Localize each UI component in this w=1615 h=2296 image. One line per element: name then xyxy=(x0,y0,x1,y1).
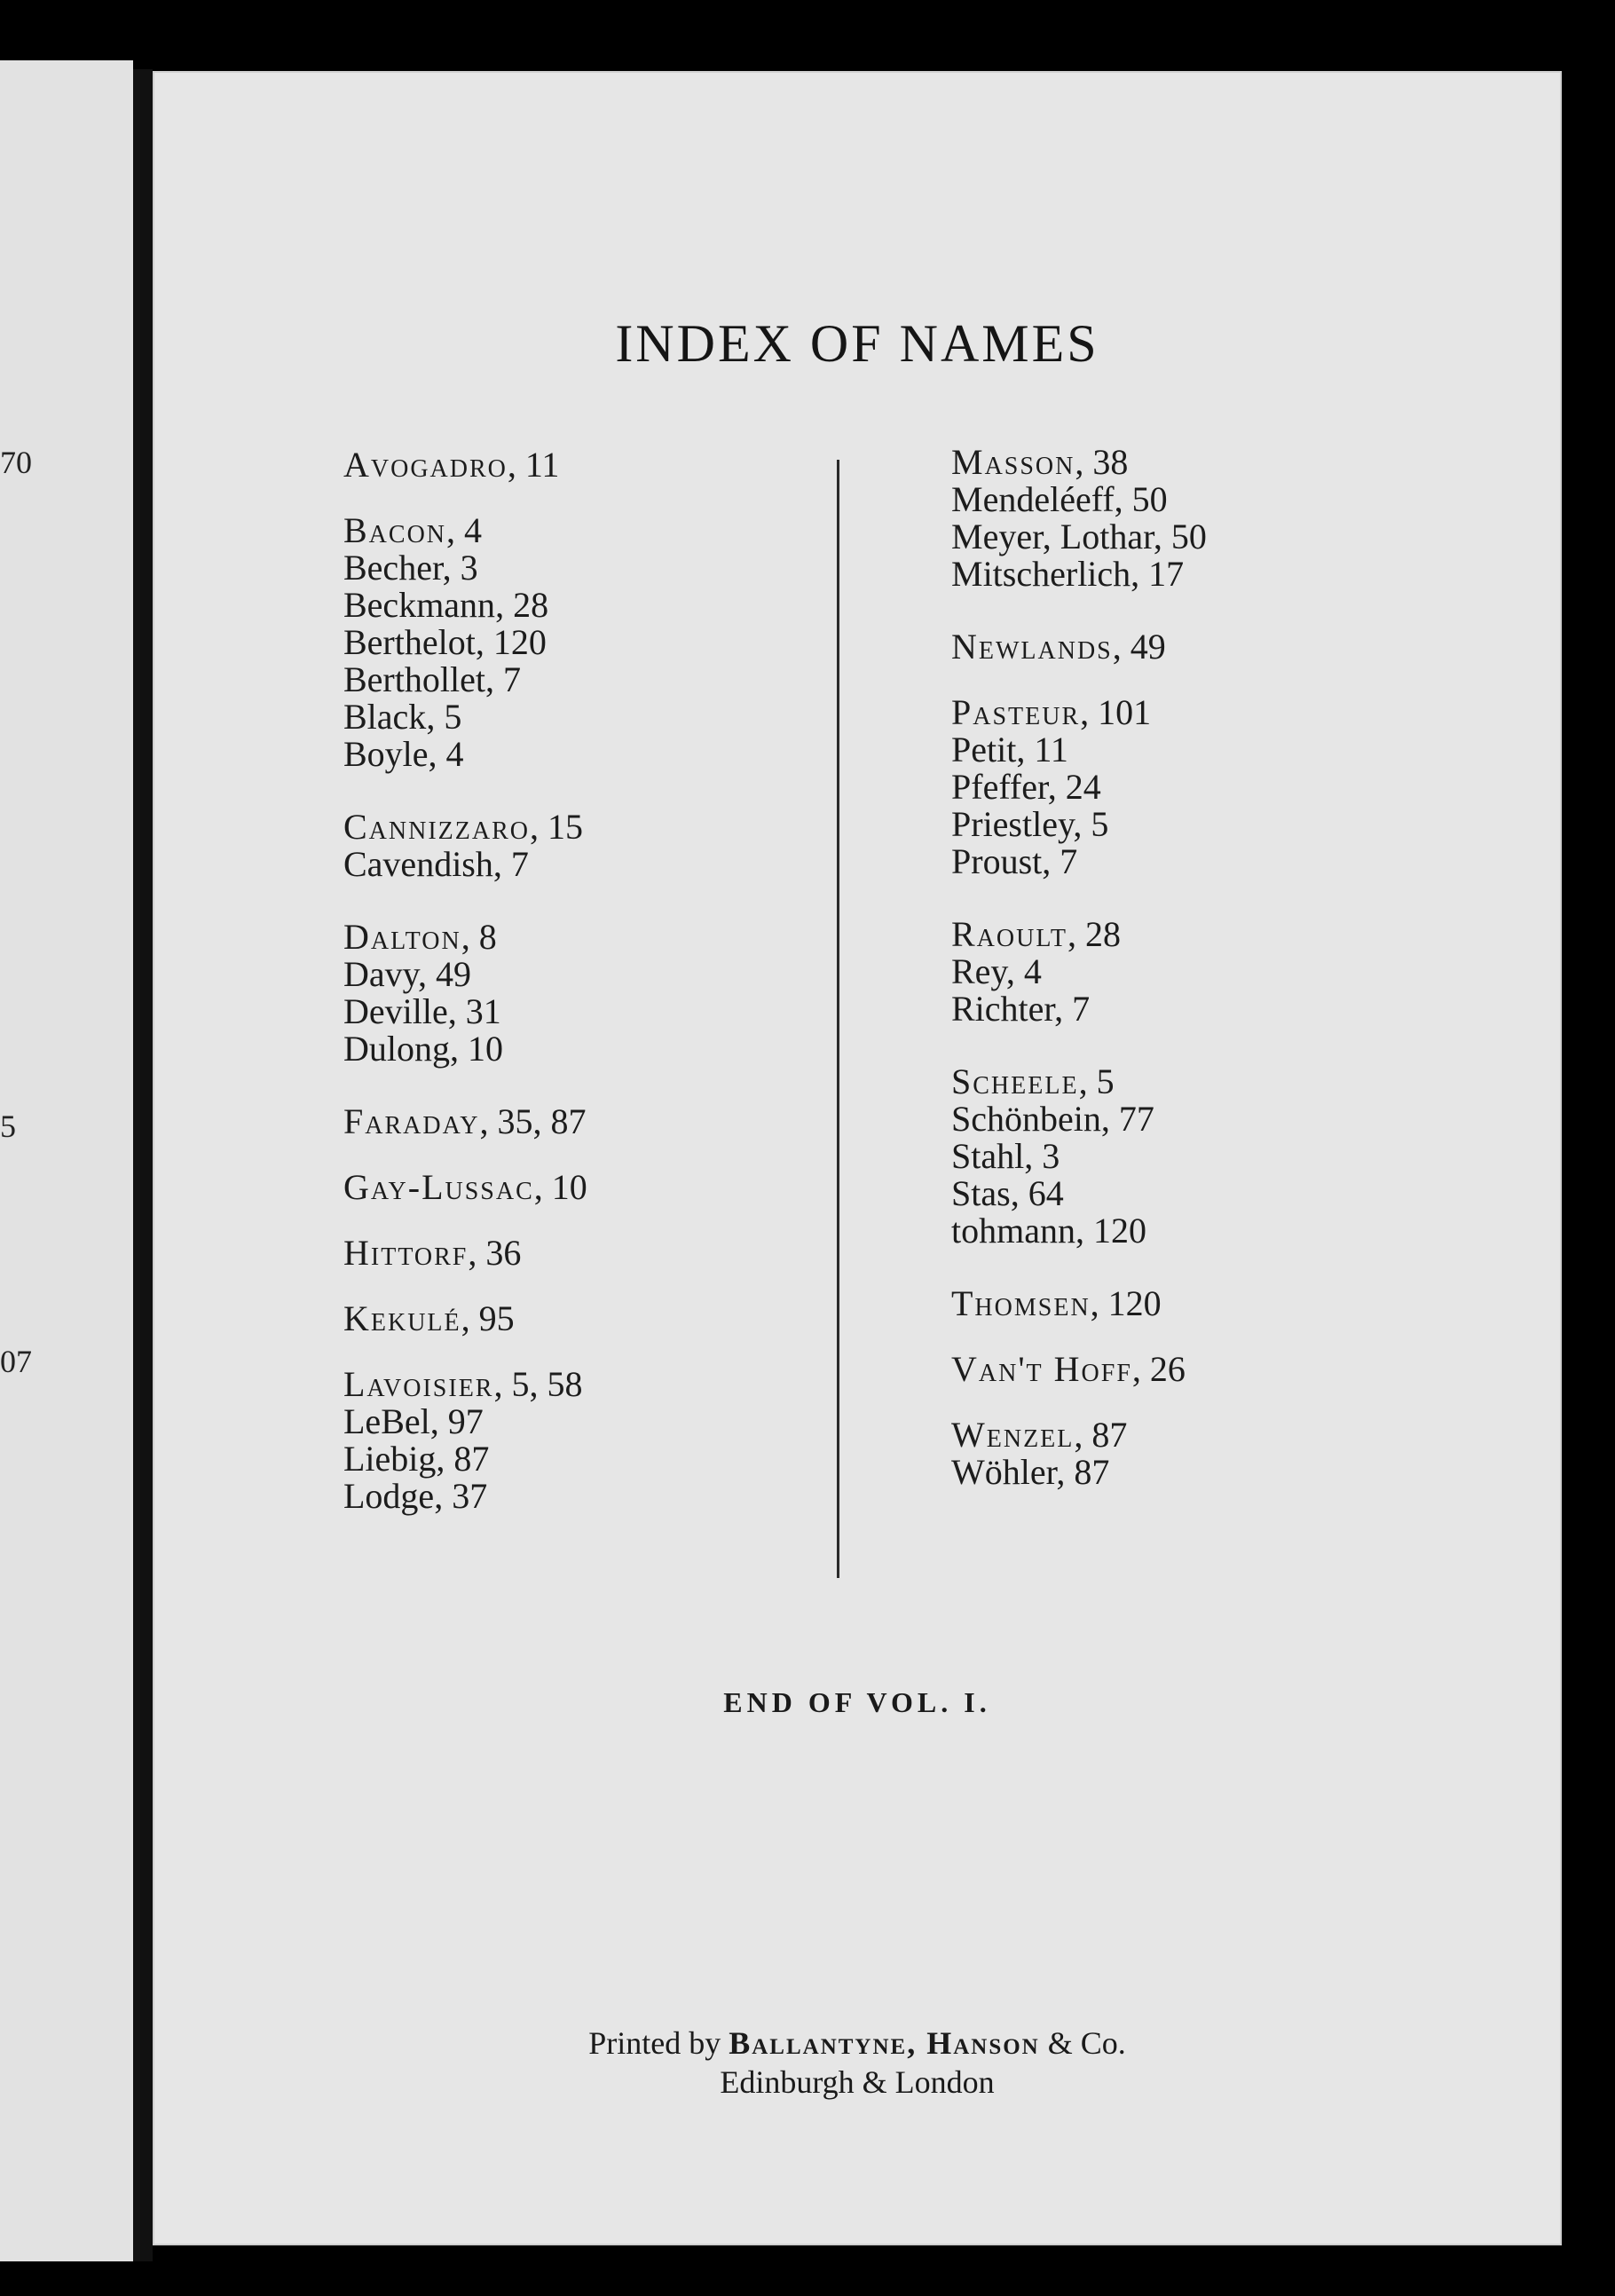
index-entry-pages: , 7 xyxy=(1054,989,1091,1029)
index-letter-group xyxy=(951,628,1207,666)
index-entry-name: Masson xyxy=(951,442,1075,482)
index-entry-pages: , 5, 58 xyxy=(493,1364,583,1404)
index-entry-pages: , 87 xyxy=(1056,1452,1110,1492)
index-entry xyxy=(343,1478,587,1515)
index-entry xyxy=(951,1416,1207,1454)
index-entry xyxy=(951,1138,1207,1175)
index-letter-group xyxy=(343,512,587,773)
index-entry-name: Becher xyxy=(343,548,443,588)
index-entry-name: Kekulé xyxy=(343,1298,461,1338)
index-entry-pages: , 3 xyxy=(442,548,478,588)
page-title: INDEX OF NAMES xyxy=(615,314,1099,373)
index-entry xyxy=(343,993,587,1030)
index-entry xyxy=(343,1103,587,1140)
index-entry xyxy=(343,1169,587,1206)
index-entry xyxy=(343,736,587,773)
index-entry xyxy=(951,1454,1207,1491)
index-entry xyxy=(343,587,587,624)
index-entry-name: Berthollet xyxy=(343,659,485,699)
index-entry-pages: , 37 xyxy=(434,1476,488,1516)
index-entry-pages: , 50 xyxy=(1153,517,1207,556)
index-entry-pages: , 49 xyxy=(1112,627,1166,667)
index-entry xyxy=(951,556,1207,593)
index-entry xyxy=(343,1300,587,1337)
facing-page-fragment: 5 xyxy=(0,1109,16,1144)
index-entry-name: Mitscherlich xyxy=(951,554,1131,594)
index-entry-name: Deville xyxy=(343,991,448,1031)
index-entry-pages: , 5 xyxy=(1078,1061,1115,1101)
index-entry xyxy=(951,843,1207,880)
index-entry xyxy=(343,446,587,484)
index-entry-pages: , 7 xyxy=(1042,841,1078,881)
index-entry-pages: , 4 xyxy=(1005,951,1042,991)
index-entry-name: Avogadro xyxy=(343,445,508,485)
index-entry-pages: , 28 xyxy=(495,585,549,625)
index-entry xyxy=(951,806,1207,843)
index-entry-pages: , 87 xyxy=(1074,1415,1128,1455)
index-entry-pages: , 4 xyxy=(446,510,483,550)
index-entry xyxy=(343,661,587,698)
index-entry-pages: , 5 xyxy=(1073,804,1109,844)
index-entry-pages: , 10 xyxy=(450,1029,503,1069)
index-entry-name: Berthelot xyxy=(343,622,476,662)
index-letter-group xyxy=(343,446,587,484)
index-entry-pages: , 120 xyxy=(1075,1211,1146,1251)
index-entry xyxy=(951,990,1207,1028)
index-entry xyxy=(951,628,1207,666)
index-entry-name: Beckmann xyxy=(343,585,496,625)
index-entry xyxy=(951,1101,1207,1138)
index-entry-pages: , 49 xyxy=(418,954,472,994)
index-entry xyxy=(343,1440,587,1478)
index-entry xyxy=(343,846,587,883)
index-entry-name: Petit xyxy=(951,730,1017,769)
index-entry-name: Cannizzaro xyxy=(343,807,530,847)
index-letter-group xyxy=(951,1416,1207,1491)
index-entry-pages: , 10 xyxy=(533,1167,587,1207)
index-letter-group xyxy=(343,1103,587,1140)
index-entry-name: Schönbein xyxy=(951,1099,1101,1139)
index-entry-name: Cavendish xyxy=(343,844,493,884)
index-entry-name: Pasteur xyxy=(951,692,1081,732)
printer-imprint xyxy=(153,2024,1562,2102)
index-entry xyxy=(951,694,1207,731)
index-letter-group xyxy=(343,809,587,883)
index-entry-pages: , 36 xyxy=(468,1233,522,1273)
index-letter-group xyxy=(951,916,1207,1028)
index-entry xyxy=(343,549,587,587)
index-letter-group xyxy=(343,1235,587,1272)
index-entry-name: Stahl xyxy=(951,1136,1025,1176)
index-entry-name: Van't Hoff xyxy=(951,1349,1132,1389)
index-entry xyxy=(951,769,1207,806)
index-entry xyxy=(343,698,587,736)
index-entry-pages: , 77 xyxy=(1100,1099,1154,1139)
index-entry-name: Rey xyxy=(951,951,1006,991)
index-entry-pages: , 50 xyxy=(1114,479,1168,519)
index-entry-pages: , 11 xyxy=(1016,730,1068,769)
index-entry-pages: , 26 xyxy=(1131,1349,1186,1389)
index-entry-name: Priestley xyxy=(951,804,1074,844)
index-entry xyxy=(951,1063,1207,1101)
book-gutter xyxy=(133,69,153,2261)
imprint-printer-name: Ballantyne, Hanson xyxy=(729,2025,1040,2061)
end-of-volume-note: END OF VOL. I. xyxy=(723,1686,991,1718)
index-entry-pages: , 4 xyxy=(428,734,464,774)
index-entry-name: Wenzel xyxy=(951,1415,1075,1455)
facing-page-fragment: 70 xyxy=(0,445,32,480)
index-entry-pages: , 3 xyxy=(1024,1136,1060,1176)
index-entry-name: Raoult xyxy=(951,914,1067,954)
index-entry-name: Mendeléeff xyxy=(951,479,1115,519)
index-entry-name: Thomsen xyxy=(951,1283,1091,1323)
index-column-left xyxy=(343,446,587,1550)
index-entry-pages: , 7 xyxy=(484,659,521,699)
column-divider xyxy=(837,460,839,1578)
index-entry-name: Black xyxy=(343,697,427,737)
index-entry-name: Liebig xyxy=(343,1439,437,1479)
index-entry-name: Lavoisier xyxy=(343,1364,494,1404)
index-entry-pages: , 5 xyxy=(426,697,462,737)
index-entry-name: Lodge xyxy=(343,1476,435,1516)
index-entry-name: Hittorf xyxy=(343,1233,469,1273)
index-entry-name: Pfeffer xyxy=(951,767,1048,807)
index-letter-group xyxy=(951,694,1207,880)
index-letter-group xyxy=(343,1366,587,1515)
index-entry xyxy=(951,518,1207,556)
index-entry xyxy=(951,731,1207,769)
index-entry xyxy=(951,953,1207,990)
index-entry-name: Gay-Lussac xyxy=(343,1167,534,1207)
index-entry xyxy=(343,624,587,661)
index-entry-pages: , 120 xyxy=(475,622,547,662)
index-entry-pages: , 101 xyxy=(1080,692,1152,732)
index-entry xyxy=(951,1212,1207,1250)
index-entry-name: Wöhler xyxy=(951,1452,1057,1492)
index-letter-group xyxy=(951,1285,1207,1322)
index-entry-name: Richter xyxy=(951,989,1055,1029)
index-entry xyxy=(951,916,1207,953)
index-entry-name: Dulong xyxy=(343,1029,450,1069)
index-entry-name: Faraday xyxy=(343,1101,480,1141)
index-entry-pages: , 7 xyxy=(492,844,529,884)
index-entry-pages: , 11 xyxy=(507,445,560,485)
index-entry-name: tohmann xyxy=(951,1211,1075,1251)
index-entry-name: Proust xyxy=(951,841,1043,881)
index-entry xyxy=(343,919,587,956)
facing-page-edge xyxy=(0,60,133,2261)
imprint-line-2: Edinburgh & London xyxy=(720,2064,995,2100)
index-entry-pages: , 28 xyxy=(1067,914,1121,954)
index-letter-group xyxy=(343,1169,587,1206)
index-entry-pages: , 95 xyxy=(461,1298,515,1338)
index-entry xyxy=(343,1403,587,1440)
index-column-right xyxy=(951,444,1207,1527)
index-entry-pages: , 64 xyxy=(1010,1173,1064,1213)
imprint-line-1 xyxy=(153,2024,1562,2063)
index-entry xyxy=(343,1235,587,1272)
index-entry-pages: , 31 xyxy=(447,991,501,1031)
index-entry xyxy=(343,809,587,846)
index-entry xyxy=(951,1175,1207,1212)
index-entry-name: Stas xyxy=(951,1173,1011,1213)
index-entry xyxy=(343,1030,587,1068)
index-entry-name: Scheele xyxy=(951,1061,1079,1101)
index-entry-name: Davy xyxy=(343,954,419,994)
index-entry xyxy=(951,1351,1207,1388)
index-letter-group xyxy=(343,1300,587,1337)
index-entry-pages: , 97 xyxy=(429,1401,484,1441)
index-letter-group xyxy=(343,919,587,1068)
index-letter-group xyxy=(951,1351,1207,1388)
index-entry-pages: , 24 xyxy=(1047,767,1101,807)
index-entry-name: Meyer, Lothar xyxy=(951,517,1154,556)
facing-page-fragment: 07 xyxy=(0,1344,32,1379)
index-entry-pages: , 35, 87 xyxy=(479,1101,587,1141)
index-entry-pages: , 38 xyxy=(1075,442,1129,482)
index-entry xyxy=(951,481,1207,518)
index-entry-name: LeBel xyxy=(343,1401,430,1441)
index-entry xyxy=(951,1285,1207,1322)
index-letter-group xyxy=(951,444,1207,593)
index-entry-pages: , 8 xyxy=(461,917,497,957)
index-entry-pages: , 17 xyxy=(1130,554,1185,594)
index-entry-name: Newlands xyxy=(951,627,1113,667)
index-page xyxy=(153,71,1562,2245)
index-entry xyxy=(951,444,1207,481)
index-entry-name: Boyle xyxy=(343,734,429,774)
index-entry xyxy=(343,956,587,993)
index-entry xyxy=(343,1366,587,1403)
index-entry-pages: , 120 xyxy=(1090,1283,1162,1323)
index-entry xyxy=(343,512,587,549)
index-letter-group xyxy=(951,1063,1207,1250)
index-entry-pages: , 15 xyxy=(530,807,583,847)
index-entry-name: Bacon xyxy=(343,510,447,550)
index-entry-name: Dalton xyxy=(343,917,461,957)
imprint-prefix: Printed by xyxy=(588,2025,729,2061)
index-entry-pages: , 87 xyxy=(436,1439,490,1479)
imprint-suffix: & Co. xyxy=(1039,2025,1126,2061)
